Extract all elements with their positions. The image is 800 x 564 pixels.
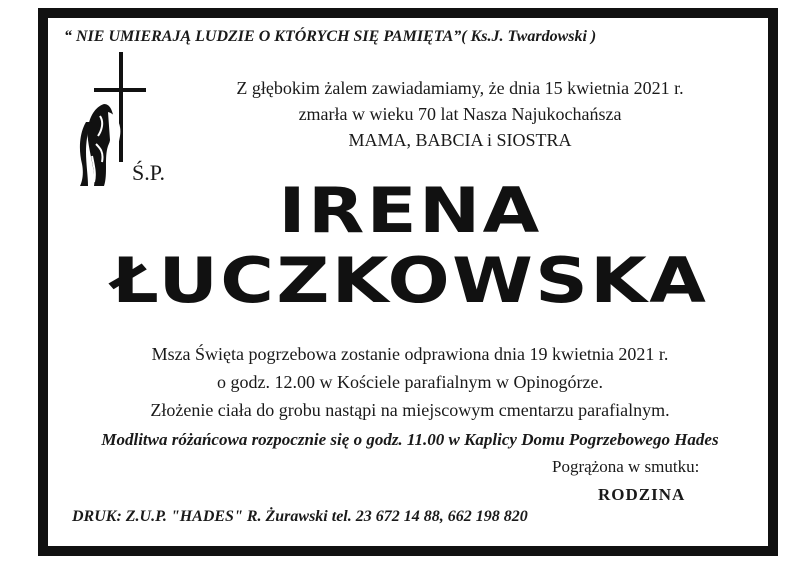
mourners-intro: Pogrążona w smutku: xyxy=(552,457,700,476)
mourners-family: RODZINA xyxy=(598,485,686,504)
memorial-quote: “ NIE UMIERAJĄ LUDZIE O KTÓRYCH SIĘ PAMIĘTA”( Ks.J. Twardowski ) xyxy=(64,28,597,45)
printer-footer: DRUK: Z.U.P. "HADES" R. Żurawski tel. 23 672 14 88, 662 198 820 xyxy=(72,508,528,525)
announcement-line-2: zmarła w wieku 70 lat Nasza Najukochańsza xyxy=(298,104,622,124)
announcement-line-3: MAMA, BABCIA i SIOSTRA xyxy=(348,130,572,150)
mass-line-2: o godz. 12.00 w Kościele parafialnym w Opinogórze. xyxy=(217,372,603,392)
burial-line: Złożenie ciała do grobu nastąpi na miejscowym cmentarzu parafialnym. xyxy=(150,400,670,420)
mass-line-1: Msza Święta pogrzebowa zostanie odprawiona dnia 19 kwietnia 2021 r. xyxy=(151,344,669,364)
deceased-first-name: IRENA xyxy=(278,174,542,247)
announcement-line-1: Z głębokim żalem zawiadamiamy, że dnia 15 kwietnia 2021 r. xyxy=(236,78,684,98)
sp-label: Ś.P. xyxy=(132,160,166,185)
deceased-last-name: ŁUCZKOWSKA xyxy=(111,244,709,317)
rosary-prayer-notice: Modlitwa różańcowa rozpocznie się o godz. 11.00 w Kaplicy Domu Pogrzebowego Hades xyxy=(101,430,719,449)
